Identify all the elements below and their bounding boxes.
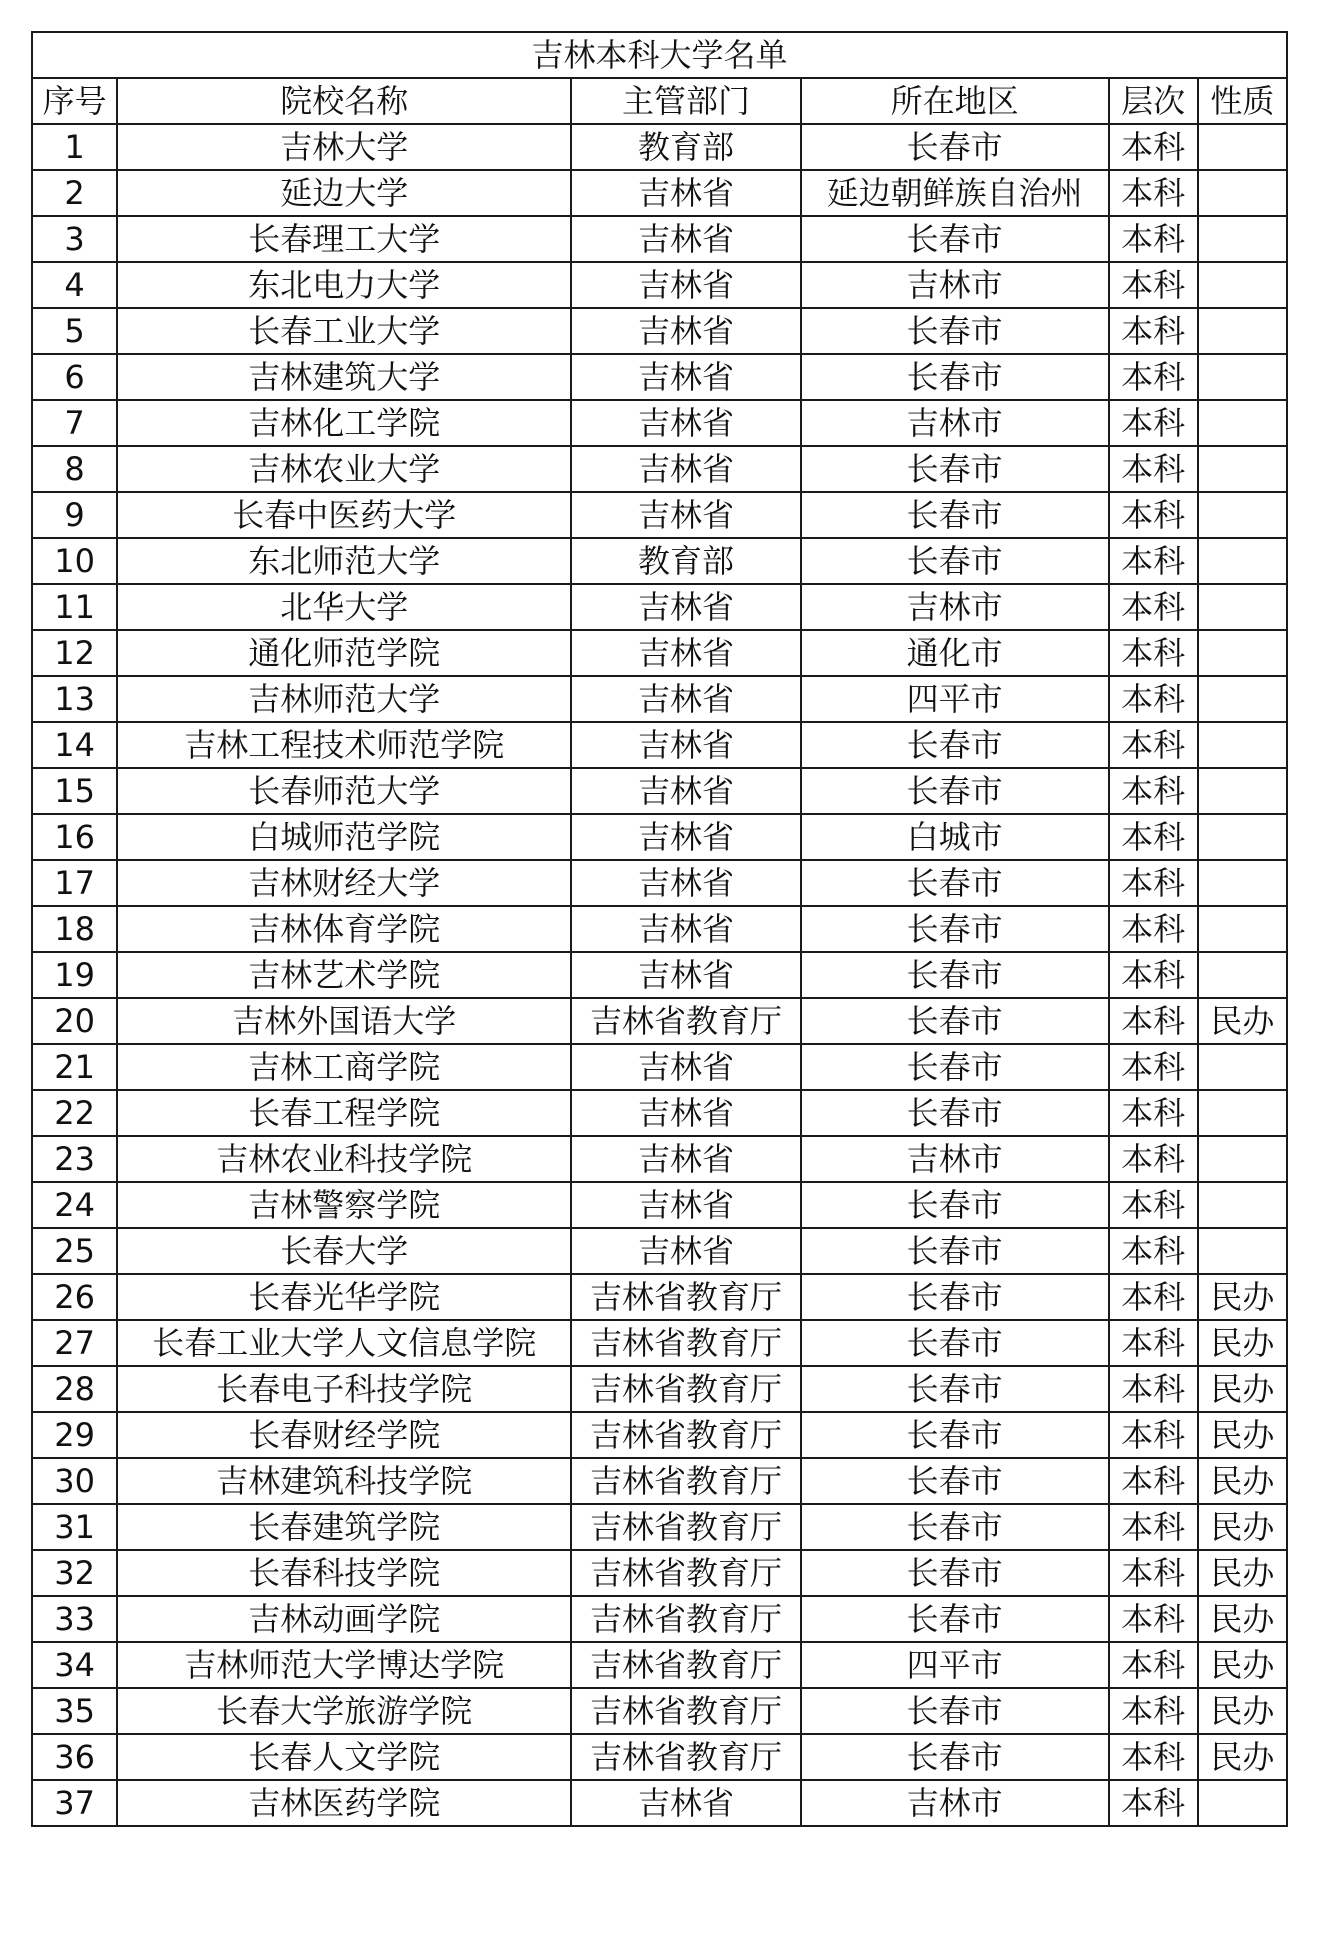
cell-name: 长春电子科技学院 [117,1366,571,1412]
cell-department: 吉林省教育厅 [571,1504,801,1550]
cell-region: 吉林市 [801,1136,1109,1182]
cell-region: 四平市 [801,676,1109,722]
cell-index: 22 [32,1090,117,1136]
table-row [32,1780,1287,1826]
cell-nature: 民办 [1198,1458,1287,1504]
cell-nature [1198,860,1287,906]
cell-level: 本科 [1109,768,1198,814]
cell-index: 11 [32,584,117,630]
table-title: 吉林本科大学名单 [32,32,1287,78]
cell-nature: 民办 [1198,1320,1287,1366]
cell-department: 吉林省 [571,262,801,308]
cell-nature [1198,906,1287,952]
cell-index: 3 [32,216,117,262]
cell-index: 1 [32,124,117,170]
cell-nature: 民办 [1198,1734,1287,1780]
cell-level: 本科 [1109,1550,1198,1596]
cell-nature: 民办 [1198,1550,1287,1596]
cell-name: 长春大学 [117,1228,571,1274]
cell-department: 教育部 [571,124,801,170]
table-row [32,216,1287,262]
cell-region: 四平市 [801,1642,1109,1688]
cell-index: 15 [32,768,117,814]
cell-region: 长春市 [801,1366,1109,1412]
cell-region: 长春市 [801,722,1109,768]
cell-name: 吉林医药学院 [117,1780,571,1826]
table-row [32,998,1287,1044]
cell-department: 吉林省 [571,952,801,998]
table-row [32,446,1287,492]
cell-nature [1198,676,1287,722]
cell-name: 长春中医药大学 [117,492,571,538]
cell-region: 长春市 [801,1596,1109,1642]
cell-index: 29 [32,1412,117,1458]
cell-level: 本科 [1109,308,1198,354]
cell-index: 21 [32,1044,117,1090]
cell-name: 东北电力大学 [117,262,571,308]
cell-name: 长春工业大学 [117,308,571,354]
table-row [32,630,1287,676]
cell-department: 吉林省 [571,1090,801,1136]
header-nature: 性质 [1198,78,1287,124]
cell-department: 吉林省 [571,630,801,676]
table-row [32,1734,1287,1780]
cell-level: 本科 [1109,1734,1198,1780]
table-row [32,768,1287,814]
cell-level: 本科 [1109,630,1198,676]
cell-name: 吉林师范大学博达学院 [117,1642,571,1688]
table-row [32,1044,1287,1090]
cell-name: 吉林大学 [117,124,571,170]
cell-level: 本科 [1109,1274,1198,1320]
cell-nature [1198,814,1287,860]
cell-name: 吉林艺术学院 [117,952,571,998]
cell-nature [1198,1228,1287,1274]
cell-region: 延边朝鲜族自治州 [801,170,1109,216]
cell-department: 吉林省 [571,768,801,814]
cell-index: 23 [32,1136,117,1182]
cell-nature: 民办 [1198,1688,1287,1734]
cell-level: 本科 [1109,262,1198,308]
cell-region: 长春市 [801,768,1109,814]
cell-name: 长春理工大学 [117,216,571,262]
cell-name: 吉林师范大学 [117,676,571,722]
cell-index: 12 [32,630,117,676]
cell-region: 长春市 [801,952,1109,998]
cell-name: 吉林农业科技学院 [117,1136,571,1182]
cell-department: 吉林省教育厅 [571,1734,801,1780]
cell-region: 通化市 [801,630,1109,676]
table-row [32,1090,1287,1136]
cell-nature: 民办 [1198,1504,1287,1550]
cell-region: 长春市 [801,1412,1109,1458]
cell-level: 本科 [1109,906,1198,952]
table-row [32,1596,1287,1642]
cell-department: 吉林省 [571,1044,801,1090]
cell-name: 吉林农业大学 [117,446,571,492]
cell-nature [1198,308,1287,354]
cell-region: 长春市 [801,860,1109,906]
cell-department: 吉林省教育厅 [571,1412,801,1458]
cell-department: 吉林省 [571,400,801,446]
cell-nature [1198,1044,1287,1090]
cell-level: 本科 [1109,1642,1198,1688]
cell-level: 本科 [1109,170,1198,216]
cell-level: 本科 [1109,124,1198,170]
cell-level: 本科 [1109,1688,1198,1734]
cell-nature [1198,1136,1287,1182]
cell-nature [1198,216,1287,262]
table-row [32,1274,1287,1320]
cell-name: 通化师范学院 [117,630,571,676]
cell-name: 吉林建筑大学 [117,354,571,400]
cell-region: 长春市 [801,906,1109,952]
cell-index: 17 [32,860,117,906]
cell-index: 26 [32,1274,117,1320]
cell-department: 吉林省 [571,584,801,630]
cell-department: 吉林省教育厅 [571,1642,801,1688]
cell-index: 30 [32,1458,117,1504]
cell-index: 8 [32,446,117,492]
cell-level: 本科 [1109,1228,1198,1274]
cell-name: 吉林建筑科技学院 [117,1458,571,1504]
cell-index: 27 [32,1320,117,1366]
cell-nature [1198,400,1287,446]
cell-index: 18 [32,906,117,952]
header-department: 主管部门 [571,78,801,124]
table-row [32,814,1287,860]
table-row [32,952,1287,998]
cell-region: 长春市 [801,1228,1109,1274]
cell-index: 20 [32,998,117,1044]
cell-department: 吉林省 [571,170,801,216]
cell-nature: 民办 [1198,1274,1287,1320]
cell-region: 长春市 [801,124,1109,170]
cell-name: 吉林体育学院 [117,906,571,952]
cell-region: 长春市 [801,998,1109,1044]
cell-region: 长春市 [801,308,1109,354]
cell-department: 吉林省 [571,814,801,860]
table-row [32,1412,1287,1458]
title-row [32,32,1287,78]
cell-name: 吉林工商学院 [117,1044,571,1090]
cell-region: 长春市 [801,1550,1109,1596]
cell-nature [1198,262,1287,308]
cell-region: 吉林市 [801,400,1109,446]
cell-department: 吉林省教育厅 [571,1458,801,1504]
cell-nature: 民办 [1198,998,1287,1044]
table-row [32,722,1287,768]
cell-level: 本科 [1109,1182,1198,1228]
cell-index: 7 [32,400,117,446]
cell-region: 长春市 [801,354,1109,400]
cell-department: 吉林省 [571,446,801,492]
table-row [32,1366,1287,1412]
table-row [32,676,1287,722]
cell-name: 长春建筑学院 [117,1504,571,1550]
cell-name: 吉林化工学院 [117,400,571,446]
cell-region: 长春市 [801,1090,1109,1136]
cell-department: 吉林省 [571,860,801,906]
cell-nature: 民办 [1198,1366,1287,1412]
table-row [32,354,1287,400]
cell-department: 吉林省教育厅 [571,1550,801,1596]
cell-nature [1198,722,1287,768]
cell-department: 吉林省教育厅 [571,1688,801,1734]
cell-index: 25 [32,1228,117,1274]
cell-region: 吉林市 [801,584,1109,630]
header-row [32,78,1287,124]
cell-index: 16 [32,814,117,860]
cell-name: 吉林工程技术师范学院 [117,722,571,768]
cell-department: 吉林省 [571,676,801,722]
cell-level: 本科 [1109,1366,1198,1412]
table-row [32,1182,1287,1228]
cell-index: 37 [32,1780,117,1826]
cell-index: 34 [32,1642,117,1688]
cell-name: 白城师范学院 [117,814,571,860]
cell-region: 长春市 [801,1320,1109,1366]
cell-nature [1198,1780,1287,1826]
cell-region: 长春市 [801,446,1109,492]
cell-level: 本科 [1109,952,1198,998]
cell-level: 本科 [1109,1780,1198,1826]
cell-nature [1198,538,1287,584]
header-region: 所在地区 [801,78,1109,124]
cell-department: 吉林省 [571,216,801,262]
cell-level: 本科 [1109,1044,1198,1090]
table-row [32,1136,1287,1182]
cell-nature [1198,584,1287,630]
cell-nature: 民办 [1198,1412,1287,1458]
cell-level: 本科 [1109,584,1198,630]
cell-nature [1198,1090,1287,1136]
cell-name: 长春光华学院 [117,1274,571,1320]
header-level: 层次 [1109,78,1198,124]
header-index: 序号 [32,78,117,124]
cell-nature [1198,354,1287,400]
table-row [32,1642,1287,1688]
cell-region: 白城市 [801,814,1109,860]
cell-name: 长春工程学院 [117,1090,571,1136]
cell-level: 本科 [1109,354,1198,400]
cell-nature [1198,630,1287,676]
cell-region: 长春市 [801,1458,1109,1504]
cell-index: 32 [32,1550,117,1596]
cell-level: 本科 [1109,814,1198,860]
cell-region: 长春市 [801,1182,1109,1228]
cell-nature [1198,952,1287,998]
cell-department: 教育部 [571,538,801,584]
cell-department: 吉林省 [571,1136,801,1182]
cell-level: 本科 [1109,1412,1198,1458]
cell-index: 19 [32,952,117,998]
cell-region: 长春市 [801,216,1109,262]
cell-department: 吉林省 [571,1182,801,1228]
cell-index: 14 [32,722,117,768]
cell-name: 吉林动画学院 [117,1596,571,1642]
cell-index: 10 [32,538,117,584]
cell-name: 长春工业大学人文信息学院 [117,1320,571,1366]
table-row [32,170,1287,216]
cell-name: 长春财经学院 [117,1412,571,1458]
cell-level: 本科 [1109,1320,1198,1366]
cell-index: 9 [32,492,117,538]
cell-region: 长春市 [801,1688,1109,1734]
cell-index: 6 [32,354,117,400]
cell-name: 长春大学旅游学院 [117,1688,571,1734]
table-row [32,860,1287,906]
table-row [32,124,1287,170]
cell-nature: 民办 [1198,1642,1287,1688]
table-row [32,906,1287,952]
cell-level: 本科 [1109,538,1198,584]
cell-index: 2 [32,170,117,216]
cell-department: 吉林省教育厅 [571,1366,801,1412]
cell-department: 吉林省 [571,722,801,768]
cell-level: 本科 [1109,1458,1198,1504]
cell-region: 长春市 [801,1734,1109,1780]
table-row [32,1320,1287,1366]
table-row [32,1688,1287,1734]
cell-level: 本科 [1109,216,1198,262]
cell-region: 吉林市 [801,1780,1109,1826]
table-row [32,1228,1287,1274]
cell-level: 本科 [1109,676,1198,722]
cell-name: 延边大学 [117,170,571,216]
cell-level: 本科 [1109,998,1198,1044]
table-row [32,1504,1287,1550]
cell-name: 吉林外国语大学 [117,998,571,1044]
table-row [32,308,1287,354]
cell-level: 本科 [1109,722,1198,768]
cell-level: 本科 [1109,400,1198,446]
cell-index: 4 [32,262,117,308]
cell-nature [1198,170,1287,216]
table-row [32,492,1287,538]
cell-index: 35 [32,1688,117,1734]
cell-region: 长春市 [801,1274,1109,1320]
cell-level: 本科 [1109,1504,1198,1550]
table-row [32,1550,1287,1596]
cell-region: 吉林市 [801,262,1109,308]
cell-department: 吉林省 [571,308,801,354]
cell-index: 13 [32,676,117,722]
cell-name: 吉林警察学院 [117,1182,571,1228]
cell-region: 长春市 [801,1504,1109,1550]
table-row [32,538,1287,584]
cell-nature [1198,446,1287,492]
cell-department: 吉林省 [571,1780,801,1826]
table-row [32,584,1287,630]
cell-department: 吉林省教育厅 [571,1596,801,1642]
table-row [32,1458,1287,1504]
cell-index: 24 [32,1182,117,1228]
cell-name: 长春科技学院 [117,1550,571,1596]
table-row [32,262,1287,308]
cell-department: 吉林省 [571,1228,801,1274]
cell-department: 吉林省教育厅 [571,1320,801,1366]
table-body [32,124,1287,1826]
cell-level: 本科 [1109,446,1198,492]
cell-name: 长春师范大学 [117,768,571,814]
cell-region: 长春市 [801,1044,1109,1090]
cell-department: 吉林省教育厅 [571,1274,801,1320]
cell-name: 长春人文学院 [117,1734,571,1780]
cell-index: 33 [32,1596,117,1642]
cell-index: 31 [32,1504,117,1550]
cell-nature [1198,492,1287,538]
cell-level: 本科 [1109,1136,1198,1182]
cell-department: 吉林省 [571,906,801,952]
cell-name: 东北师范大学 [117,538,571,584]
cell-nature: 民办 [1198,1596,1287,1642]
cell-level: 本科 [1109,492,1198,538]
cell-index: 36 [32,1734,117,1780]
cell-nature [1198,1182,1287,1228]
cell-level: 本科 [1109,1596,1198,1642]
cell-department: 吉林省 [571,492,801,538]
cell-region: 长春市 [801,538,1109,584]
cell-level: 本科 [1109,860,1198,906]
cell-index: 5 [32,308,117,354]
cell-nature [1198,768,1287,814]
cell-region: 长春市 [801,492,1109,538]
cell-index: 28 [32,1366,117,1412]
table-row [32,400,1287,446]
cell-level: 本科 [1109,1090,1198,1136]
cell-name: 北华大学 [117,584,571,630]
cell-department: 吉林省 [571,354,801,400]
header-name: 院校名称 [117,78,571,124]
cell-name: 吉林财经大学 [117,860,571,906]
cell-department: 吉林省教育厅 [571,998,801,1044]
university-list-table [31,31,1288,1827]
cell-nature [1198,124,1287,170]
